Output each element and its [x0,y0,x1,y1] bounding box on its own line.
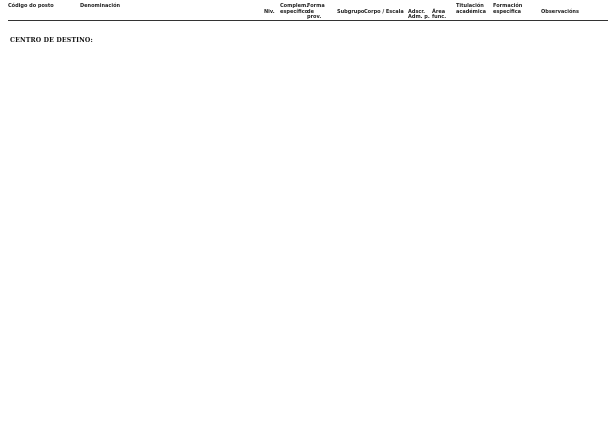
centre-label: CENTRO DE DESTINO: [10,37,93,44]
header-codigo: Código do posto [8,3,54,9]
top-header-rule [8,20,608,21]
header-de: de [307,8,314,15]
header-especifica: específica [493,8,522,15]
header-niv: Niv. [264,8,275,15]
header-func: func. [432,14,447,21]
header-area: Área [432,8,446,15]
header-academica: académica [456,8,486,15]
header-prov: prov. [307,14,322,21]
header-subgrupo: Subgrupo [337,8,365,15]
header-especifico: específico [280,8,309,15]
header-adm_p: Adm. p. [408,14,430,21]
header-corpo: Corpo / Escala [364,8,404,15]
header-forma: Forma [307,3,325,9]
header-observacions: Observacións [541,8,579,15]
header-titulacion: Titulación [456,3,484,9]
header-complem: Complem. [280,3,309,9]
header-formacion: Formación [493,3,523,9]
header-adscr: Adscr. [408,8,426,15]
header-denominacion: Denominación [80,3,121,9]
